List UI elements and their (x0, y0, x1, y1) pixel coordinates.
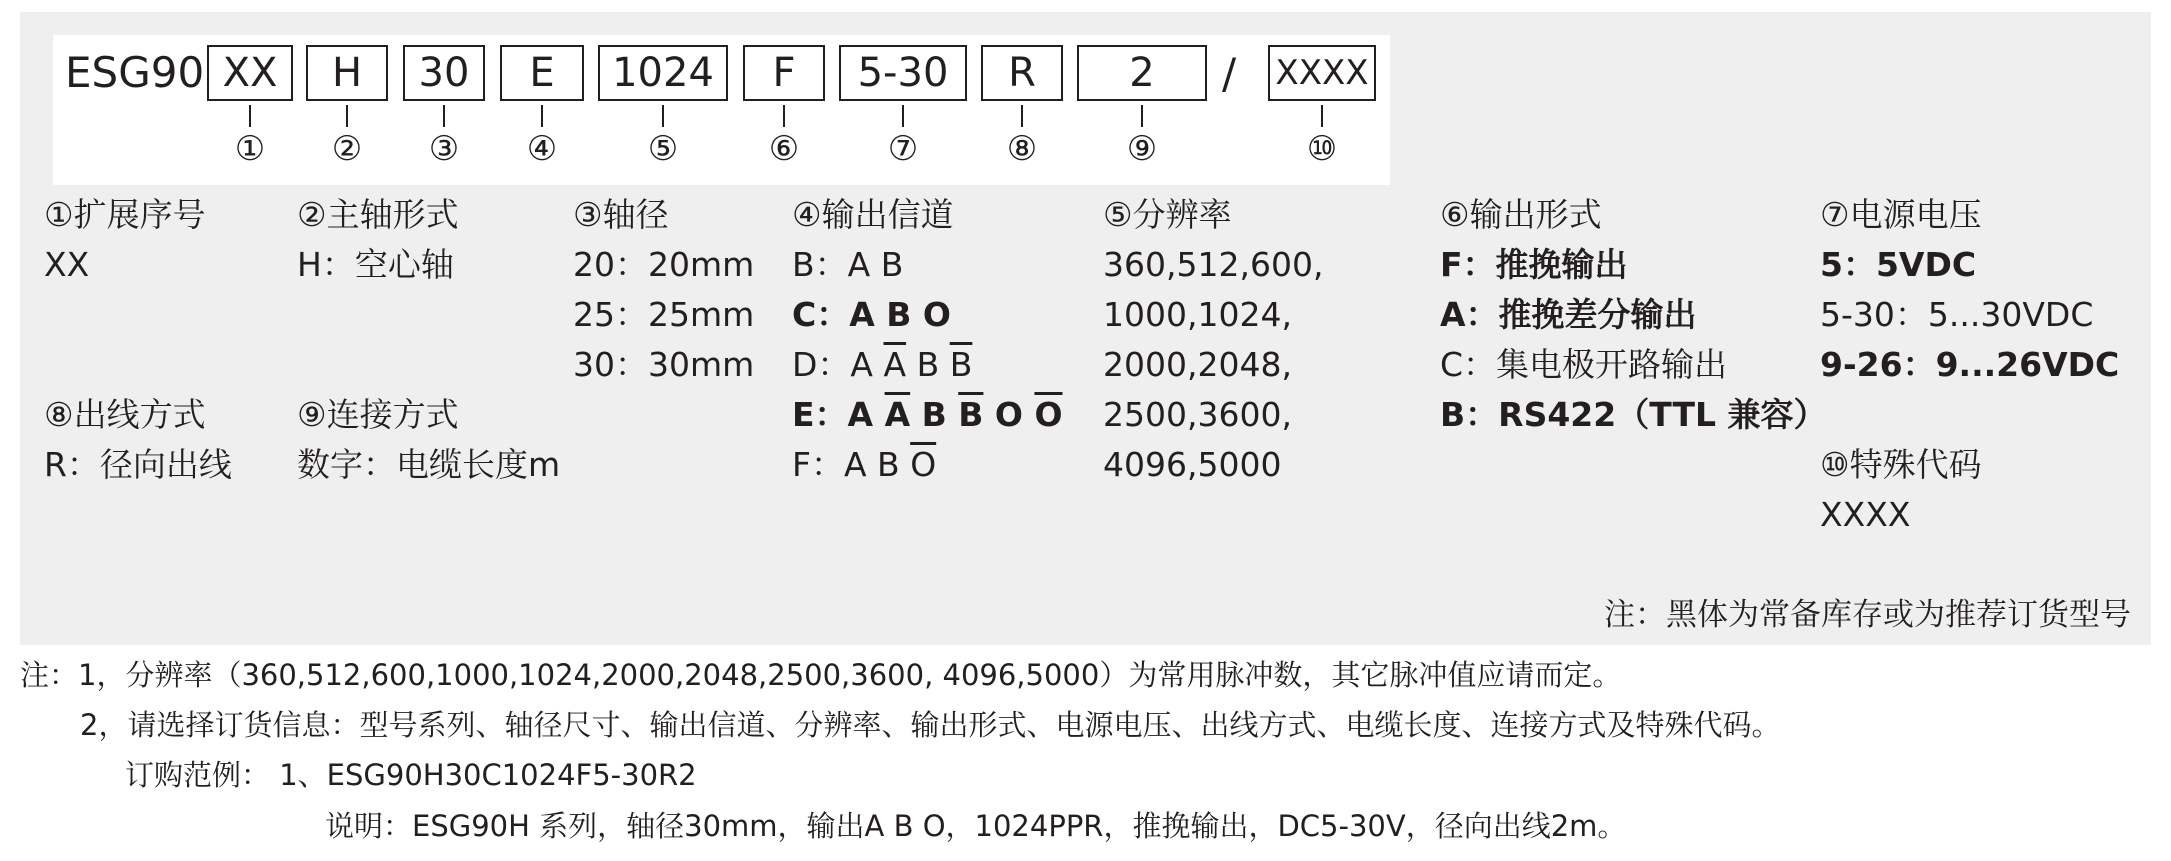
spec-cable-exit (44, 390, 232, 490)
connector-line (443, 105, 445, 127)
spec-title: ④输出信道 (792, 195, 954, 234)
spec-title: ①扩展序号 (44, 195, 206, 234)
spec-value: 5-30：5...30VDC (1820, 295, 2094, 334)
channel-key: F： (792, 445, 844, 484)
connector-line (902, 105, 904, 127)
spec-shaft-type (297, 190, 459, 290)
channel-f (792, 440, 1063, 490)
code-segment-7: 5-30 (839, 45, 967, 101)
code-segment-5: 1024 (598, 45, 728, 101)
spec-value: C：集电极开路输出 (1440, 345, 1728, 384)
spec-special-code (1820, 440, 1982, 540)
position-number: ② (331, 129, 363, 169)
channel-signal: B (910, 395, 959, 434)
code-segment-2: H (306, 45, 388, 101)
position-number: ④ (526, 129, 558, 169)
model-code-box (53, 35, 1390, 185)
code-segment-1: XX (207, 45, 293, 101)
connector-line (1021, 105, 1023, 127)
spec-value: 数字：电缆长度m (297, 445, 561, 484)
channel-signals: A B (847, 245, 904, 284)
connector-line (346, 105, 348, 127)
connector-line (662, 105, 664, 127)
channel-signal-inverted: $\overline{B}$ (949, 345, 973, 384)
spec-supply-voltage (1820, 190, 2119, 390)
position-number: ③ (428, 129, 460, 169)
stock-note: 注：黑体为常备库存或为推荐订货型号 (1604, 597, 2131, 633)
spec-output-form (1440, 190, 1827, 440)
code-segment-6: F (743, 45, 825, 101)
position-number: ⑩ (1306, 129, 1338, 169)
spec-title: ⑧出线方式 (44, 395, 206, 434)
channel-signal: B (906, 345, 950, 384)
spec-value: 30：30mm (573, 345, 755, 384)
spec-value: A：推挽差分输出 (1440, 295, 1697, 334)
channel-key: D： (792, 345, 851, 384)
connector-line (541, 105, 543, 127)
spec-value: R：径向出线 (44, 445, 232, 484)
note-line-2: 2，请选择订货信息：型号系列、轴径尺寸、输出信道、分辨率、输出形式、电源电压、出线方式、电缆长度、连接方式及特殊代码。 (80, 708, 1781, 742)
spec-value: 360,512,600, (1103, 245, 1324, 284)
spec-value: 25：25mm (573, 295, 755, 334)
channel-signal: O (983, 395, 1035, 434)
spec-value: 20：20mm (573, 245, 755, 284)
spec-panel (20, 12, 2151, 645)
connector-line (1321, 105, 1323, 127)
spec-resolution (1103, 190, 1323, 490)
spec-title: ⑤分辨率 (1103, 195, 1232, 234)
spec-title: ⑥输出形式 (1440, 195, 1602, 234)
spec-value: 2000,2048, (1103, 345, 1292, 384)
code-segment-8: R (981, 45, 1063, 101)
channel-signal: A B (843, 445, 911, 484)
connector-line (249, 105, 251, 127)
code-segment-10: XXXX (1268, 45, 1376, 101)
spec-value: 4096,5000 (1103, 445, 1282, 484)
channel-signals: A B O (849, 295, 951, 334)
channel-signal-inverted: $\overline{A}$ (884, 395, 911, 434)
code-segment-4: E (500, 45, 584, 101)
connector-line (783, 105, 785, 127)
position-number: ① (234, 129, 266, 169)
note-line-1: 注：1，分辨率（360,512,600,1000,1024,2000,2048,2500,3600, 4096,5000）为常用脉冲数，其它脉冲值应请而定。 (20, 658, 1622, 692)
channel-key: C： (792, 295, 850, 334)
spec-value: 2500,3600, (1103, 395, 1292, 434)
order-example: 订购范例： 1、ESG90H30C1024F5-30R2 (125, 758, 697, 792)
channel-key: B： (792, 245, 848, 284)
spec-value: F：推挽输出 (1440, 245, 1628, 284)
channel-signal-inverted: $\overline{O}$ (910, 445, 937, 484)
code-segment-9: 2 (1077, 45, 1207, 101)
channel-d (792, 340, 1063, 390)
position-number: ⑦ (887, 129, 919, 169)
spec-value: H：空心轴 (297, 245, 454, 284)
channel-e (792, 390, 1063, 440)
spec-title: ⑩特殊代码 (1820, 445, 1982, 484)
spec-value: XX (44, 245, 90, 284)
spec-title: ⑦电源电压 (1820, 195, 1982, 234)
channel-signal-inverted: $\overline{O}$ (1034, 395, 1063, 434)
position-number: ⑥ (768, 129, 800, 169)
channel-key: E： (792, 395, 848, 434)
position-number: ⑤ (647, 129, 679, 169)
spec-connection (297, 390, 560, 490)
channel-c (792, 290, 1063, 340)
spec-title: ③轴径 (573, 195, 669, 234)
channel-signal: A (847, 395, 885, 434)
channel-signal-inverted: $\overline{A}$ (883, 345, 907, 384)
spec-value: 5：5VDC (1820, 245, 1977, 284)
spec-shaft-diameter (573, 190, 754, 390)
spec-value: 1000,1024, (1103, 295, 1292, 334)
order-example-description: 说明：ESG90H 系列，轴径30mm，输出A B O，1024PPR，推挽输出，DC5-30V，径向出线2m。 (325, 809, 1627, 843)
spec-value: XXXX (1820, 495, 1911, 534)
spec-extension (44, 190, 206, 290)
model-prefix: ESG90 (65, 48, 205, 97)
channel-b (792, 240, 1063, 290)
channel-signal: A (850, 345, 884, 384)
spec-output-channels (792, 190, 1063, 490)
code-slash: / (1222, 49, 1237, 98)
channel-signal-inverted: $\overline{B}$ (958, 395, 984, 434)
spec-title: ②主轴形式 (297, 195, 459, 234)
position-number: ⑨ (1126, 129, 1158, 169)
spec-title: ⑨连接方式 (297, 395, 459, 434)
code-segment-3: 30 (403, 45, 485, 101)
spec-value: 9-26：9...26VDC (1820, 345, 2120, 384)
position-number: ⑧ (1006, 129, 1038, 169)
connector-line (1141, 105, 1143, 127)
spec-value: B：RS422（TTL 兼容） (1440, 395, 1827, 434)
